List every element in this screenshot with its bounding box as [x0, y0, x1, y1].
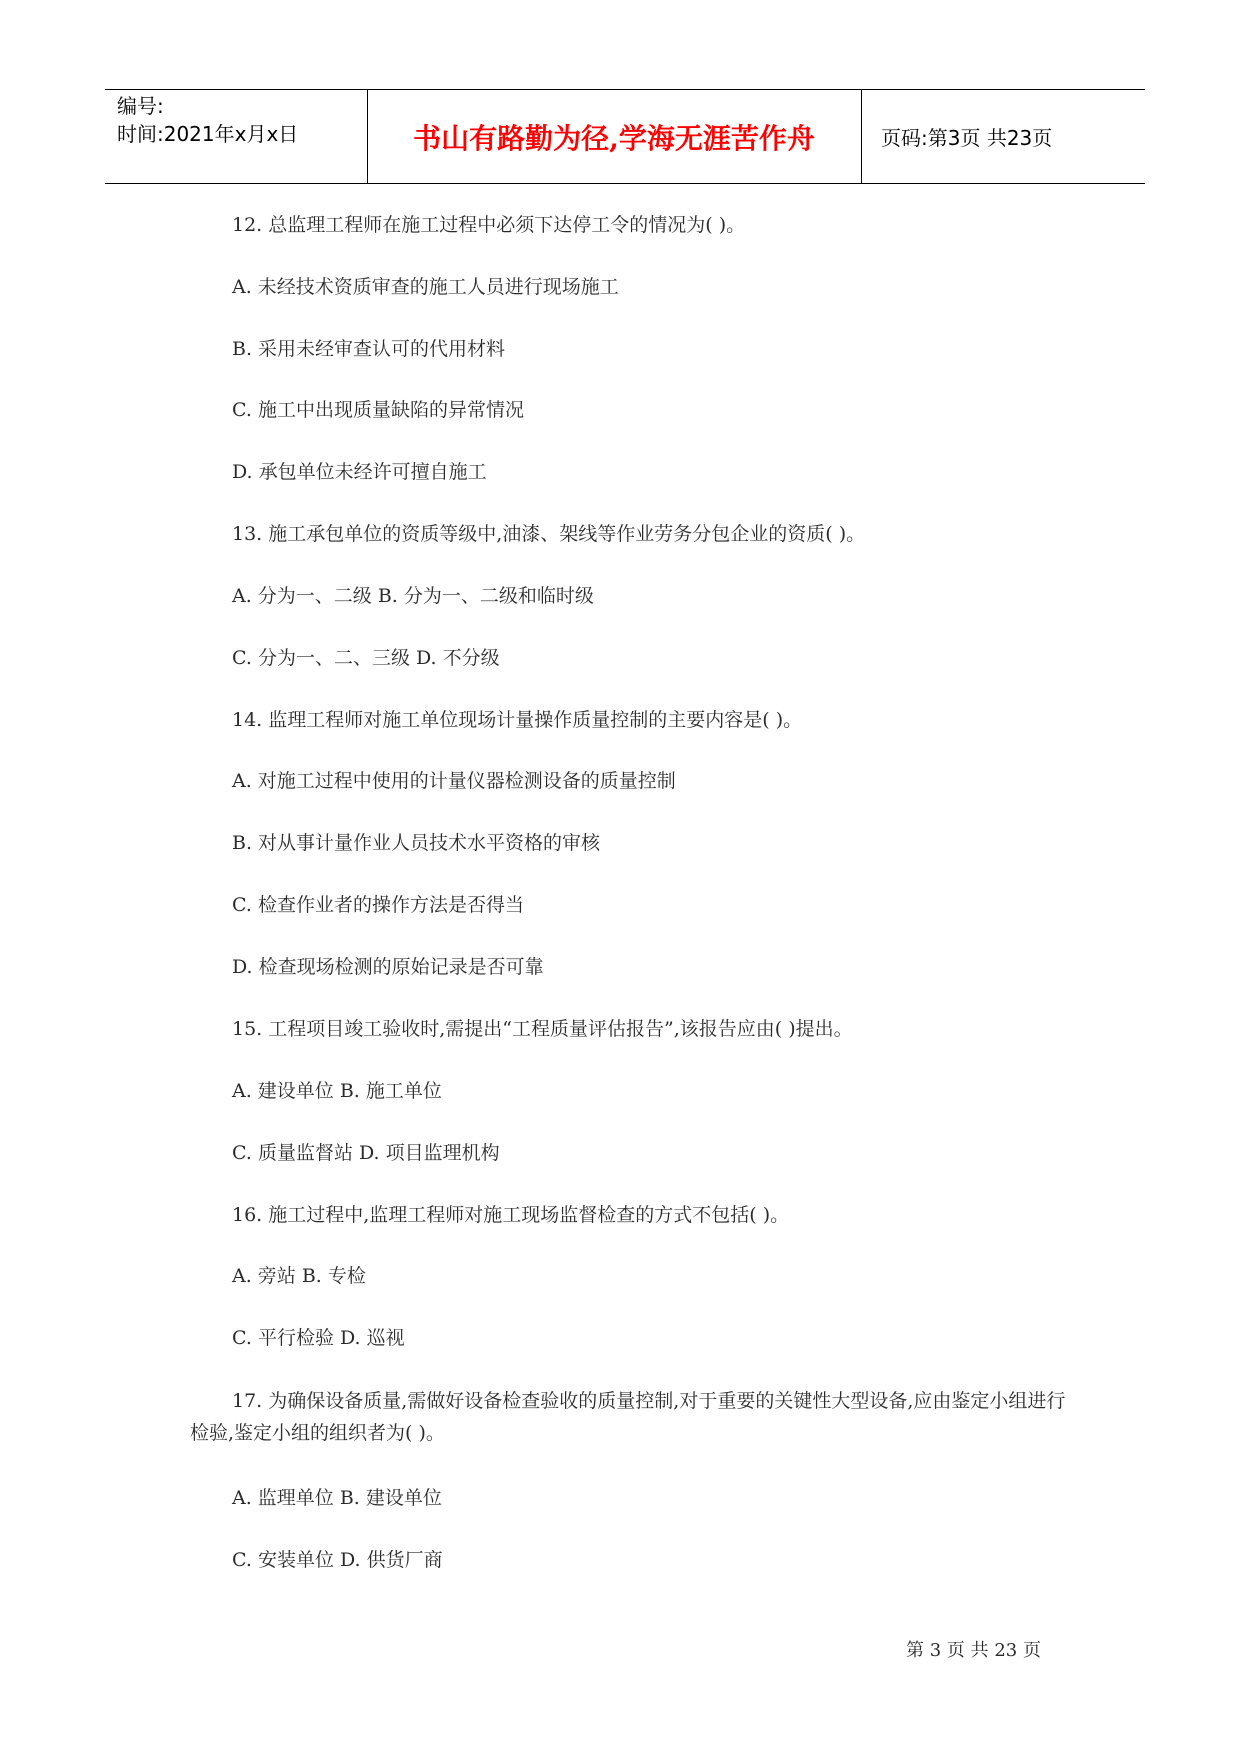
- options-16ab: A. 旁站 B. 专检: [232, 1265, 366, 1287]
- page-header: [105, 89, 1145, 184]
- options-15cd: C. 质量监督站 D. 项目监理机构: [232, 1142, 500, 1164]
- option-14b: B. 对从事计量作业人员技术水平资格的审核: [232, 832, 601, 854]
- page-footer: 第 3 页 共 23 页: [906, 1640, 1041, 1661]
- question-12: 12. 总监理工程师在施工过程中必须下达停工令的情况为( )。: [232, 214, 746, 236]
- serial-label: 编号:: [117, 94, 164, 118]
- question-14: 14. 监理工程师对施工单位现场计量操作质量控制的主要内容是( )。: [232, 709, 803, 731]
- header-motto: 书山有路勤为径,学海无涯苦作舟: [413, 121, 815, 155]
- option-14d: D. 检查现场检测的原始记录是否可靠: [232, 956, 544, 978]
- question-17: 17. 为确保设备质量,需做好设备检查验收的质量控制,对于重要的关键性大型设备,应由鉴定小组进行检验,鉴定小组的组织者为( )。: [190, 1390, 1066, 1444]
- options-13cd: C. 分为一、二、三级 D. 不分级: [232, 647, 500, 669]
- option-12a: A. 未经技术资质审查的施工人员进行现场施工: [232, 276, 619, 298]
- options-16cd: C. 平行检验 D. 巡视: [232, 1327, 405, 1349]
- options-13ab: A. 分为一、二级 B. 分为一、二级和临时级: [232, 585, 594, 607]
- question-15: 15. 工程项目竣工验收时,需提出“工程质量评估报告”,该报告应由( )提出。: [232, 1018, 853, 1040]
- time-label: 时间:2021年x月x日: [117, 122, 299, 146]
- header-meta: [117, 92, 362, 148]
- options-17cd: C. 安装单位 D. 供货厂商: [232, 1549, 443, 1571]
- option-12b: B. 采用未经审查认可的代用材料: [232, 338, 506, 360]
- question-13: 13. 施工承包单位的资质等级中,油漆、架线等作业劳务分包企业的资质( )。: [232, 523, 866, 545]
- options-15ab: A. 建设单位 B. 施工单位: [232, 1080, 442, 1102]
- option-12c: C. 施工中出现质量缺陷的异常情况: [232, 399, 524, 421]
- header-page-info: 页码:第3页 共23页: [881, 126, 1053, 150]
- option-12d: D. 承包单位未经许可擅自施工: [232, 461, 487, 483]
- header-divider-right: [861, 90, 862, 183]
- option-14a: A. 对施工过程中使用的计量仪器检测设备的质量控制: [232, 770, 676, 792]
- question-16: 16. 施工过程中,监理工程师对施工现场监督检查的方式不包括( )。: [232, 1204, 790, 1226]
- options-17ab: A. 监理单位 B. 建设单位: [232, 1487, 442, 1509]
- option-14c: C. 检查作业者的操作方法是否得当: [232, 894, 524, 916]
